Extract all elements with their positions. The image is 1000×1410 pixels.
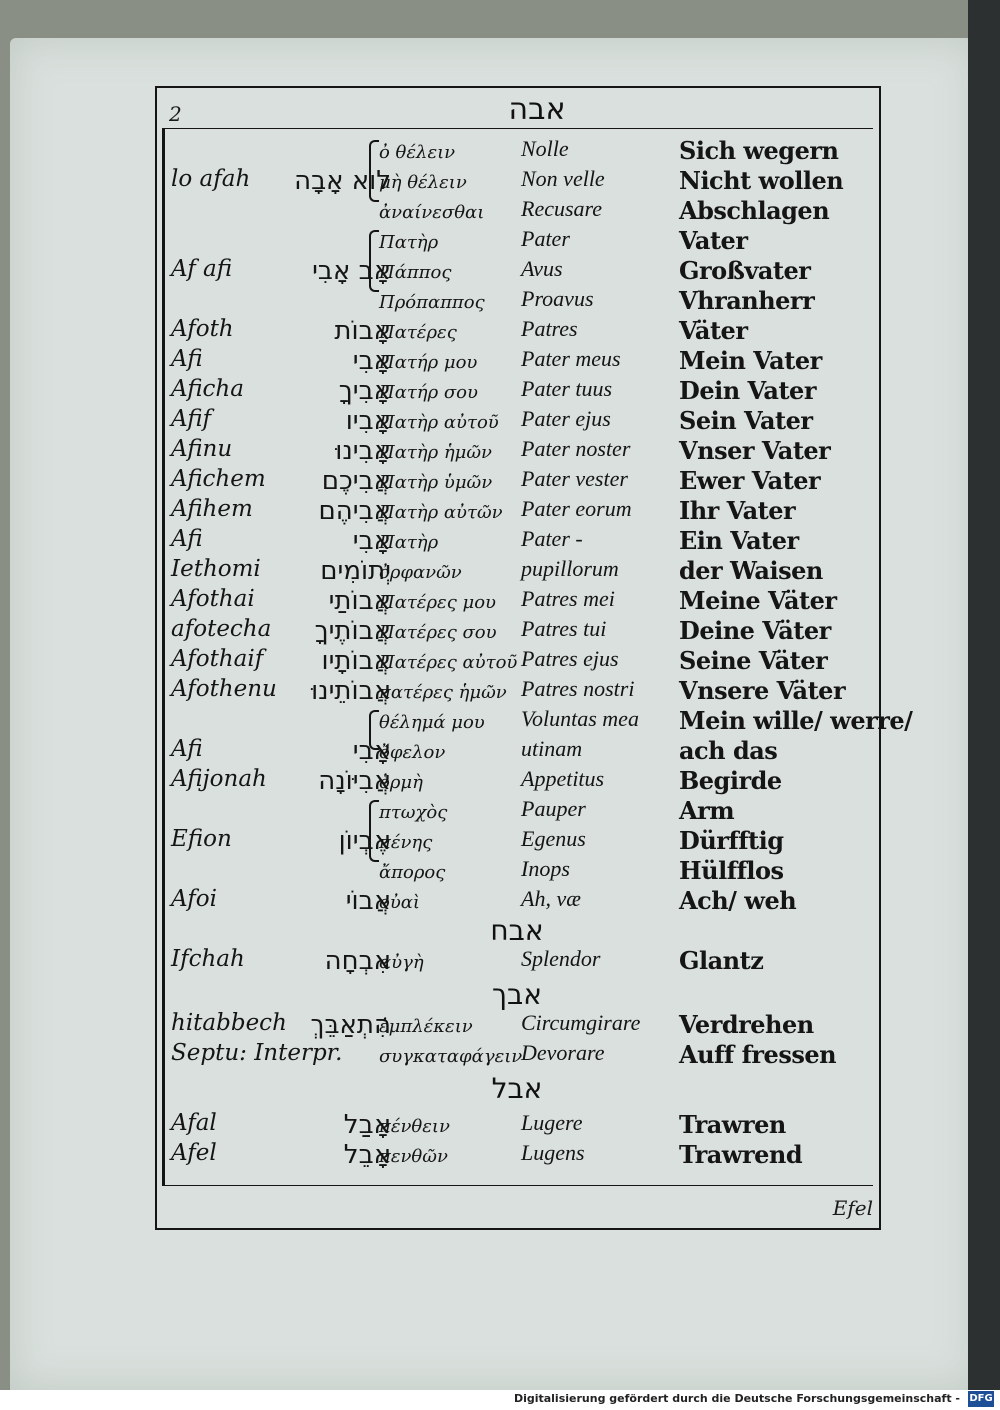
- transliteration: Afichem: [171, 466, 266, 492]
- german-gloss: Begirde: [679, 766, 782, 795]
- transliteration: Iethomi: [171, 556, 261, 582]
- latin-gloss: Splendor: [521, 946, 601, 971]
- latin-gloss: Pater meus: [521, 346, 621, 371]
- greek-gloss: ὁρμὴ: [379, 772, 423, 793]
- german-gloss: der Waisen: [679, 556, 823, 585]
- transliteration: Afihem: [171, 496, 253, 522]
- greek-gloss: Πατήρ μου: [379, 352, 478, 373]
- entry-row: [157, 826, 879, 856]
- hebrew-word: אֲבוֹתֵינוּ: [311, 676, 391, 706]
- entry-row: [157, 946, 879, 976]
- transliteration: hitabbech: [171, 1010, 287, 1036]
- greek-gloss: Πατὴρ: [379, 532, 439, 553]
- latin-gloss: Circumgirare: [521, 1010, 641, 1035]
- latin-gloss: Patres mei: [521, 586, 615, 611]
- hebrew-word: הִתְאַבֵּךְ: [310, 1010, 391, 1040]
- latin-gloss: Pater tuus: [521, 376, 613, 401]
- transliteration: Afinu: [171, 436, 233, 462]
- transliteration: Afal: [171, 1110, 217, 1136]
- entry-row: [157, 286, 879, 316]
- latin-gloss: Avus: [521, 256, 563, 281]
- greek-gloss: πτωχὸς: [379, 802, 448, 823]
- german-gloss: Ein Vater: [679, 526, 799, 555]
- hebrew-word: אֲבוֹי: [345, 886, 391, 916]
- latin-gloss: Pater vester: [521, 466, 628, 491]
- transliteration: Afothenu: [171, 676, 277, 702]
- entry-row: [157, 886, 879, 916]
- greek-gloss: ἀναίνεσθαι: [379, 202, 485, 223]
- german-gloss: Auff fressen: [679, 1040, 837, 1069]
- entry-row: [157, 1140, 879, 1170]
- hebrew-word: אֲבוֹתָיו: [321, 646, 391, 676]
- greek-gloss: πενθῶν: [379, 1146, 448, 1167]
- entry-row: [157, 466, 879, 496]
- transliteration: Afi: [171, 526, 203, 552]
- transliteration: afotecha: [171, 616, 272, 642]
- hebrew-word: אֲבִיהֶם: [318, 496, 391, 526]
- greek-gloss: πένθειν: [379, 1116, 450, 1137]
- latin-gloss: Devorare: [521, 1040, 605, 1065]
- section-heading: אבך: [492, 978, 542, 1011]
- latin-gloss: Pauper: [521, 796, 586, 821]
- german-gloss: Glantz: [679, 946, 764, 975]
- latin-gloss: Non velle: [521, 166, 605, 191]
- footer-bar: [0, 1390, 1000, 1410]
- transliteration: Aficha: [171, 376, 244, 402]
- german-gloss: Ihr Vater: [679, 496, 796, 525]
- hebrew-word: אֲבוֹתֶיךָ: [314, 616, 391, 646]
- entry-row: [157, 766, 879, 796]
- entry-row: [157, 646, 879, 676]
- hebrew-word: אֶבְיוֹן: [338, 826, 391, 856]
- greek-gloss: ὀρφανῶν: [379, 562, 462, 583]
- latin-gloss: Recusare: [521, 196, 603, 221]
- latin-gloss: Nolle: [521, 136, 569, 161]
- latin-gloss: pupillorum: [521, 556, 619, 581]
- transliteration: Afoi: [171, 886, 217, 912]
- entry-row: [157, 1010, 879, 1040]
- transliteration: Septu: Interpr.: [171, 1040, 343, 1066]
- german-gloss: Dürfftig: [679, 826, 784, 855]
- entry-row: [157, 1040, 879, 1070]
- transliteration: Afel: [171, 1140, 217, 1166]
- latin-gloss: Patres nostri: [521, 676, 635, 701]
- latin-gloss: Lugere: [521, 1110, 583, 1135]
- greek-gloss: μὴ θέλειν: [379, 172, 467, 193]
- german-gloss: Abschlagen: [679, 196, 830, 225]
- german-gloss: Großvater: [679, 256, 811, 285]
- entry-row: [157, 376, 879, 406]
- entry-row: [157, 436, 879, 466]
- german-gloss: Ach/ weh: [679, 886, 797, 915]
- german-gloss: Hülfflos: [679, 856, 784, 885]
- hebrew-word: אָבִיךָ: [338, 376, 391, 406]
- book-spine: [968, 0, 1000, 1390]
- greek-gloss: πατέρες ἡμῶν: [379, 682, 507, 703]
- greek-gloss: ἐμπλέκειν: [379, 1016, 473, 1037]
- entry-row: [157, 616, 879, 646]
- german-gloss: Seine Väter: [679, 646, 828, 675]
- hebrew-word: אָבִינוּ: [335, 436, 391, 466]
- entry-row: [157, 256, 879, 286]
- german-gloss: Dein Vater: [679, 376, 816, 405]
- hebrew-word: אָבֵל: [343, 1140, 391, 1170]
- transliteration: Af afi: [171, 256, 233, 282]
- hebrew-word: אָבִי: [352, 526, 391, 556]
- hebrew-word: יְתוֹמִים: [320, 556, 391, 586]
- greek-gloss: οὐαὶ: [379, 892, 420, 913]
- hebrew-word: אֲבִיּוֹנָה: [318, 766, 391, 796]
- hebrew-word: אֲבוֹתַי: [328, 586, 391, 616]
- transliteration: Afi: [171, 736, 203, 762]
- hebrew-word: אִבְחָה: [324, 946, 391, 976]
- transliteration: Afoth: [171, 316, 234, 342]
- greek-gloss: ἄπορος: [379, 862, 446, 883]
- transliteration: lo afah: [171, 166, 251, 192]
- section-heading: אבל: [491, 1072, 543, 1105]
- entry-row: [157, 496, 879, 526]
- greek-gloss: ὄφελον: [379, 742, 446, 763]
- latin-gloss: Patres tui: [521, 616, 607, 641]
- entry-row: [157, 736, 879, 766]
- entry-row: [157, 406, 879, 436]
- german-gloss: Mein wille/ werre/: [679, 706, 913, 735]
- latin-gloss: Inops: [521, 856, 570, 881]
- hebrew-word: אֲבִיכֶם: [321, 466, 391, 496]
- footer-credit: Digitalisierung gefördert durch die Deutsche Forschungsgemeinschaft -: [513, 1392, 960, 1405]
- transliteration: Afijonah: [171, 766, 267, 792]
- entry-row: [157, 556, 879, 586]
- latin-gloss: Ah, væ: [521, 886, 581, 911]
- greek-gloss: Πατὴρ αὐτῶν: [379, 502, 503, 523]
- latin-gloss: Patres: [521, 316, 578, 341]
- greek-gloss: Πάππος: [379, 262, 452, 283]
- german-gloss: Ewer Vater: [679, 466, 821, 495]
- entry-row: [157, 676, 879, 706]
- entry-row: [157, 796, 879, 826]
- latin-gloss: Pater eorum: [521, 496, 632, 521]
- entry-row: [157, 196, 879, 226]
- hebrew-word: אָבִי: [352, 346, 391, 376]
- latin-gloss: Appetitus: [521, 766, 605, 791]
- hebrew-word: לוֹא אָבָה: [294, 166, 391, 196]
- german-gloss: Nicht wollen: [679, 166, 844, 195]
- latin-gloss: Proavus: [521, 286, 594, 311]
- greek-gloss: Πατὴρ ἡμῶν: [379, 442, 493, 463]
- hebrew-word: אָבִי: [352, 736, 391, 766]
- greek-gloss: Πατέρες μου: [379, 592, 496, 613]
- entry-row: [157, 136, 879, 166]
- german-gloss: Sein Vater: [679, 406, 813, 435]
- greek-gloss: θέλημά μου: [379, 712, 485, 733]
- greek-gloss: Πατὴρ αὐτοῦ: [379, 412, 499, 433]
- grouping-brace: [369, 710, 379, 750]
- transliteration: Afif: [171, 406, 212, 432]
- transliteration: Ifchah: [171, 946, 245, 972]
- page-header: אבה: [508, 92, 566, 127]
- hebrew-word: אָב אָבִי: [312, 256, 391, 286]
- german-gloss: Trawrend: [679, 1140, 803, 1169]
- latin-gloss: Pater ejus: [521, 406, 611, 431]
- german-gloss: Sich wegern: [679, 136, 839, 165]
- german-gloss: Verdrehen: [679, 1010, 814, 1039]
- german-gloss: Mein Vater: [679, 346, 822, 375]
- dfg-logo: DFG: [968, 1391, 994, 1407]
- greek-gloss: Πατέρες σου: [379, 622, 497, 643]
- german-gloss: ach das: [679, 736, 778, 765]
- transliteration: Afothaif: [171, 646, 264, 672]
- transliteration: Afi: [171, 346, 203, 372]
- entry-row: [157, 856, 879, 886]
- entry-row: [157, 586, 879, 616]
- greek-gloss: Πρόπαππος: [379, 292, 485, 313]
- latin-gloss: Pater -: [521, 526, 583, 551]
- entry-row: [157, 346, 879, 376]
- catchword: Efel: [832, 1196, 873, 1220]
- latin-gloss: Lugens: [521, 1140, 585, 1165]
- latin-gloss: utinam: [521, 736, 583, 761]
- german-gloss: Deine Väter: [679, 616, 831, 645]
- german-gloss: Meine Väter: [679, 586, 837, 615]
- page-number: 2: [169, 102, 182, 126]
- entry-row: [157, 1110, 879, 1140]
- greek-gloss: αὐγὴ: [379, 952, 424, 973]
- entry-row: [157, 706, 913, 736]
- entry-row: [157, 316, 879, 346]
- german-gloss: Vnser Vater: [679, 436, 831, 465]
- latin-gloss: Pater noster: [521, 436, 631, 461]
- grouping-brace: [369, 800, 379, 862]
- german-gloss: Arm: [679, 796, 735, 825]
- greek-gloss: Πατέρες: [379, 322, 457, 343]
- greek-gloss: ὀ θέλειν: [379, 142, 456, 163]
- greek-gloss: Πατὴρ: [379, 232, 439, 253]
- entry-row: [157, 526, 879, 556]
- greek-gloss: συγκαταφάγειν: [379, 1046, 523, 1067]
- page-frame: [155, 86, 913, 1230]
- german-gloss: Trawren: [679, 1110, 786, 1139]
- section-heading: אבח: [490, 914, 544, 947]
- hebrew-word: אָבוֹת: [334, 316, 391, 346]
- grouping-brace: [369, 230, 379, 292]
- entry-row: [157, 226, 879, 256]
- latin-gloss: Patres ejus: [521, 646, 619, 671]
- latin-gloss: Egenus: [521, 826, 586, 851]
- transliteration: Afothai: [171, 586, 255, 612]
- latin-gloss: Pater: [521, 226, 570, 251]
- latin-gloss: Voluntas mea: [521, 706, 639, 731]
- entry-row: [157, 166, 879, 196]
- grouping-brace: [369, 140, 379, 202]
- german-gloss: Vhranherr: [679, 286, 815, 315]
- german-gloss: Vnsere Väter: [679, 676, 846, 705]
- hebrew-word: אָבַל: [343, 1110, 391, 1140]
- german-gloss: Väter: [679, 316, 748, 345]
- greek-gloss: Πατὴρ ὑμῶν: [379, 472, 493, 493]
- german-gloss: Vater: [679, 226, 748, 255]
- hebrew-word: אָבִיו: [345, 406, 391, 436]
- greek-gloss: Πατήρ σου: [379, 382, 478, 403]
- greek-gloss: Πατέρες αὐτοῦ: [379, 652, 518, 673]
- greek-gloss: πένης: [379, 832, 433, 853]
- transliteration: Efion: [171, 826, 232, 852]
